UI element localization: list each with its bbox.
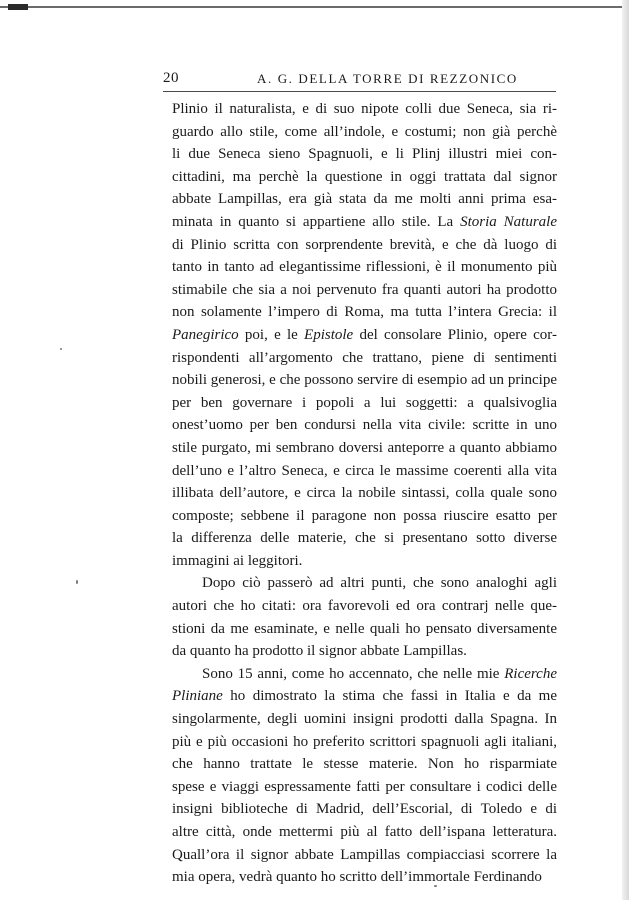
text-run: la differenza delle materie, che si presentano sotto diverse <box>172 530 557 547</box>
text-run: poi, e le <box>238 326 305 343</box>
text-run: stile purgato, mi sembrano doversi anteporre a quanto abbiamo <box>172 439 557 456</box>
text-run: altre città, onde mettermi più al fatto dell’ispana letteratura. <box>172 824 557 840</box>
scan-right-edge <box>622 0 629 900</box>
text-line <box>172 414 557 437</box>
paragraph <box>172 98 557 572</box>
scan-speck <box>434 885 437 887</box>
text-line <box>172 708 557 731</box>
text-line <box>172 279 557 302</box>
text-line <box>172 166 557 189</box>
text-line <box>172 211 557 234</box>
text-run: stioni da me esaminate, e nelle quali ho pensato diversamente <box>172 620 557 637</box>
text-run: illibata dell’autore, e circa la nobile sintassi, colla quale sono <box>172 485 557 502</box>
text-line <box>172 640 557 663</box>
text-line <box>172 776 557 799</box>
text-run: non solamente l’impero di Roma, ma tutta l’intera Grecia: il <box>172 304 557 321</box>
page-header <box>163 70 556 90</box>
text-line <box>172 618 557 641</box>
text-run: guardo allo stile, come all’indole, e costumi; non già perchè <box>172 123 557 140</box>
italic-title: Ricerche <box>504 665 557 682</box>
text-run: stimabile che sia a noi pervenuto fra quanti autori ha prodotto <box>172 281 557 298</box>
scan-corner-mark <box>8 4 28 10</box>
text-run: cittadini, ma perchè la questione in oggi trattata dal signor <box>172 168 557 185</box>
text-line <box>172 392 557 415</box>
italic-title: Storia Naturale <box>460 213 557 230</box>
text-run: li due Seneca sieno Spagnuoli, e li Plinj illustri miei con- <box>172 146 557 163</box>
text-line <box>172 685 557 708</box>
text-line <box>172 234 557 257</box>
text-line <box>172 866 557 889</box>
italic-title: Pliniane <box>172 688 223 705</box>
text-run: composte; sebbene il paragone non possa riuscire esatto per <box>172 507 557 524</box>
scan-speck <box>76 580 78 584</box>
text-line <box>172 460 557 483</box>
text-line <box>172 798 557 821</box>
text-run: insigni biblioteche di Madrid, dell’Escorial, di Toledo e di <box>172 801 557 818</box>
italic-title: Panegirico <box>172 326 239 343</box>
text-run: per ben governare i popoli a lui soggetti: a qualsivoglia <box>172 394 557 411</box>
text-run: rispondenti all’argomento che trattano, piene di sentimenti <box>172 349 557 366</box>
text-run: dell’uno e l’altro Seneca, e circa le massime coerenti alla vita <box>172 462 557 479</box>
header-rule <box>163 91 556 92</box>
text-run: autori che ho citati: ora favorevoli ed ora contrarj nelle que- <box>172 598 557 615</box>
text-line <box>172 143 557 166</box>
text-line <box>172 188 557 211</box>
text-run: nobili generosi, e che possono servire di esempio ad un principe <box>172 372 557 389</box>
text-line <box>172 437 557 460</box>
page-number: 20 <box>163 70 179 86</box>
italic-title: Epistole <box>304 326 354 343</box>
text-run: del consolare Plinio, opere cor- <box>353 326 557 343</box>
text-line <box>172 301 557 324</box>
text-line <box>172 550 557 573</box>
text-run: più e più occasioni ho preferito scrittori spagnuoli agli italiani, <box>172 733 557 750</box>
text-line <box>172 121 557 144</box>
text-run: che hanno trattate le stesse materie. Non ho risparmiate <box>172 756 557 773</box>
text-line <box>172 753 557 776</box>
scan-speck <box>60 348 62 350</box>
text-line <box>172 256 557 279</box>
text-run: singolarmente, degli uomini insigni prodotti dalla Spagna. In <box>172 711 557 728</box>
text-run: abbate Lampillas, era già stata da me molti anni prima esa- <box>172 191 557 208</box>
text-run: immagini ai leggitori. <box>172 552 303 569</box>
body-text <box>172 98 557 889</box>
running-head: A. G. DELLA TORRE DI REZZONICO <box>257 71 518 86</box>
text-run: di Plinio scritta con sorprendente brevità, e che dà luogo di <box>172 236 557 253</box>
text-run: Dopo ciò passerò ad altri punti, che sono analoghi agli <box>202 575 557 592</box>
text-line <box>172 505 557 528</box>
text-run: Plinio il naturalista, e di suo nipote colli due Seneca, sia ri- <box>172 101 557 117</box>
text-line <box>172 482 557 505</box>
text-run: onest’uomo per ben condursi nella vita civile: scritte in uno <box>172 417 557 434</box>
text-run: ho dimostrato la stima che fassi in Italia e da me <box>222 688 557 705</box>
paragraph <box>172 663 557 889</box>
scan-top-edge <box>0 6 629 8</box>
text-line <box>172 821 557 844</box>
text-run: Quall’ora il signor abbate Lampillas compiacciasi scorrere la <box>172 846 557 863</box>
text-run: tanto in tanto ad elegantissime riflessioni, è il monumento più <box>172 259 557 276</box>
text-line <box>172 527 557 550</box>
paragraph <box>172 572 557 662</box>
text-line <box>172 595 557 618</box>
text-line <box>172 663 557 686</box>
text-run: minata in quanto si appartiene allo stile. La <box>172 213 461 230</box>
text-line <box>172 369 557 392</box>
text-line <box>172 347 557 370</box>
text-line <box>172 98 557 121</box>
text-line <box>172 844 557 867</box>
text-line <box>172 572 557 595</box>
text-line <box>172 324 557 347</box>
text-run: spese e viaggi espressamente fatti per consultare i codici delle <box>172 778 557 795</box>
text-run: da quanto ha prodotto il signor abbate Lampillas. <box>172 643 467 660</box>
text-run: Sono 15 anni, come ho accennato, che nelle mie <box>202 665 505 682</box>
text-line <box>172 731 557 754</box>
text-run: mia opera, vedrà quanto ho scritto dell’immortale Ferdinando <box>172 869 542 886</box>
